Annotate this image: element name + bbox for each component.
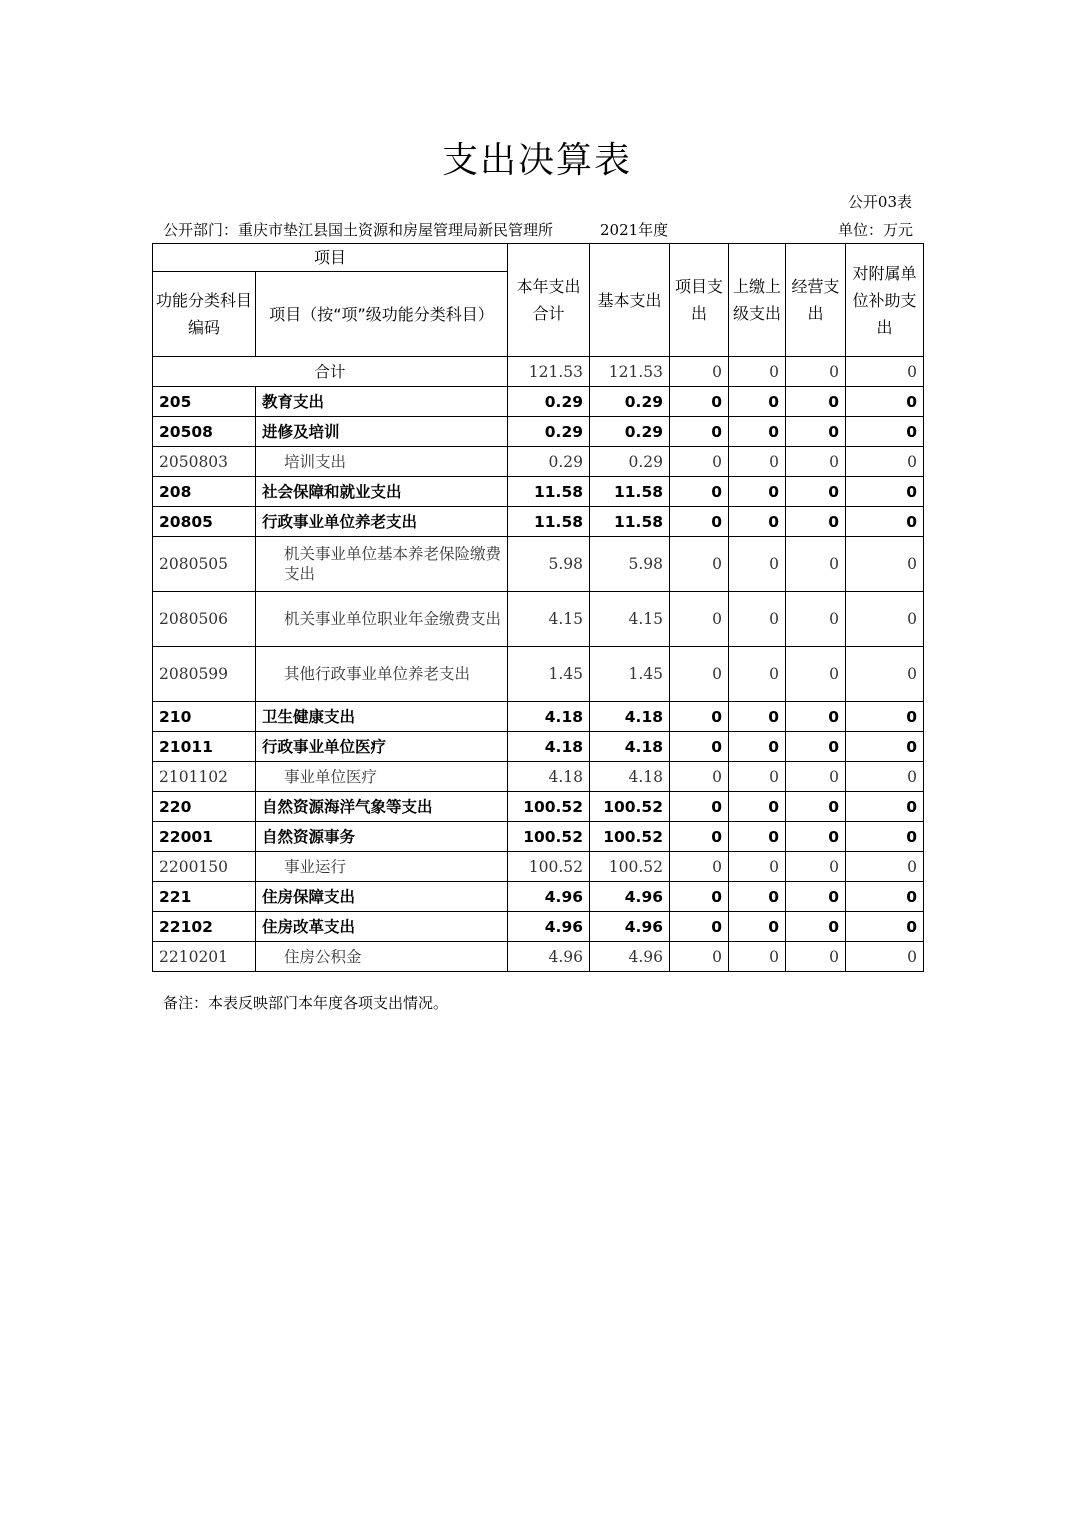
header-name: 项目（按“项”级功能分类科目） [256,272,508,357]
total-label: 合计 [153,357,508,387]
row-value: 4.15 [508,592,590,647]
row-value: 0 [786,702,846,732]
row-value: 0 [729,792,786,822]
table-row [153,792,924,822]
row-value: 0 [729,507,786,537]
row-name: 自然资源海洋气象等支出 [256,792,508,822]
row-value: 0 [670,822,729,852]
row-value: 11.58 [508,477,590,507]
form-number: 公开03表 [847,193,912,211]
row-code: 2210201 [153,942,256,972]
row-value: 0.29 [508,387,590,417]
row-value: 0 [729,647,786,702]
table-row [153,852,924,882]
row-value: 0.29 [508,447,590,477]
table-row [153,882,924,912]
row-value: 4.18 [590,732,670,762]
row-value: 4.96 [590,912,670,942]
row-value: 0 [846,822,924,852]
row-value: 4.18 [508,702,590,732]
row-name: 培训支出 [256,447,508,477]
row-value: 0 [846,447,924,477]
row-value: 0 [670,702,729,732]
row-value: 0 [670,647,729,702]
row-code: 220 [153,792,256,822]
row-code: 221 [153,882,256,912]
row-value: 0 [846,792,924,822]
header-basic: 基本支出 [590,244,670,357]
row-value: 0 [729,702,786,732]
row-value: 0 [786,387,846,417]
row-value: 0 [846,762,924,792]
row-name: 其他行政事业单位养老支出 [256,647,508,702]
row-value: 0 [670,762,729,792]
row-value: 4.15 [590,592,670,647]
row-value: 4.96 [508,942,590,972]
header-project: 项目支出 [670,244,729,357]
row-value: 0 [846,912,924,942]
row-value: 4.18 [590,762,670,792]
total-value: 0 [670,357,729,387]
row-name: 行政事业单位医疗 [256,732,508,762]
table-row [153,477,924,507]
row-value: 0 [846,387,924,417]
row-value: 1.45 [508,647,590,702]
table-row [153,732,924,762]
row-name: 行政事业单位养老支出 [256,507,508,537]
row-value: 100.52 [508,852,590,882]
row-value: 0 [670,942,729,972]
row-value: 0 [846,882,924,912]
table-row [153,447,924,477]
row-value: 0 [846,592,924,647]
row-value: 100.52 [590,792,670,822]
header-total: 本年支出合计 [508,244,590,357]
footnote: 备注：本表反映部门本年度各项支出情况。 [163,994,449,1012]
table-row [153,762,924,792]
row-name: 住房改革支出 [256,912,508,942]
row-value: 0 [786,942,846,972]
row-name: 机关事业单位职业年金缴费支出 [256,592,508,647]
row-value: 0 [846,942,924,972]
row-value: 0 [786,507,846,537]
table-row [153,912,924,942]
row-name: 机关事业单位基本养老保险缴费支出 [256,537,508,592]
total-value: 0 [846,357,924,387]
row-code: 2050803 [153,447,256,477]
row-name: 自然资源事务 [256,822,508,852]
row-value: 4.96 [590,882,670,912]
table-row [153,507,924,537]
row-code: 2080599 [153,647,256,702]
row-value: 0 [670,912,729,942]
total-value: 121.53 [590,357,670,387]
row-value: 0 [670,882,729,912]
row-value: 4.96 [508,912,590,942]
row-value: 4.96 [508,882,590,912]
row-value: 0 [786,477,846,507]
row-value: 1.45 [590,647,670,702]
row-value: 0 [846,852,924,882]
row-value: 0 [670,417,729,447]
row-value: 5.98 [508,537,590,592]
row-value: 0 [846,417,924,447]
row-value: 0 [729,912,786,942]
table-row [153,417,924,447]
row-value: 0 [846,702,924,732]
total-row [153,357,924,387]
total-value: 121.53 [508,357,590,387]
row-code: 20508 [153,417,256,447]
row-value: 0 [786,647,846,702]
row-value: 0 [729,387,786,417]
row-code: 2080506 [153,592,256,647]
row-name: 住房公积金 [256,942,508,972]
row-code: 22001 [153,822,256,852]
row-value: 100.52 [508,822,590,852]
header-business: 经营支出 [786,244,846,357]
row-value: 0 [846,537,924,592]
header-subsidy: 对附属单位补助支出 [846,244,924,357]
row-value: 11.58 [590,507,670,537]
row-value: 0 [729,417,786,447]
row-value: 0.29 [590,417,670,447]
row-value: 0 [786,447,846,477]
row-value: 0 [846,732,924,762]
row-value: 0 [729,882,786,912]
table-row [153,942,924,972]
row-code: 208 [153,477,256,507]
row-value: 0 [786,822,846,852]
department-label: 公开部门：重庆市垫江县国土资源和房屋管理局新民管理所 [163,221,554,239]
row-value: 0 [846,507,924,537]
row-code: 21011 [153,732,256,762]
table-body [153,357,924,972]
table-row [153,647,924,702]
row-name: 社会保障和就业支出 [256,477,508,507]
row-value: 4.18 [508,762,590,792]
row-value: 0 [670,507,729,537]
table-row [153,592,924,647]
row-value: 0 [786,537,846,592]
row-code: 205 [153,387,256,417]
row-value: 100.52 [590,852,670,882]
row-name: 事业单位医疗 [256,762,508,792]
row-value: 0 [670,537,729,592]
row-value: 0 [670,852,729,882]
row-value: 0 [729,592,786,647]
row-value: 5.98 [590,537,670,592]
row-value: 4.18 [508,732,590,762]
row-value: 0.29 [508,417,590,447]
meta-line [163,219,913,239]
row-value: 100.52 [590,822,670,852]
row-value: 0 [846,647,924,702]
total-value: 0 [729,357,786,387]
row-value: 0 [729,942,786,972]
row-value: 0.29 [590,387,670,417]
row-value: 4.18 [590,702,670,732]
row-value: 0 [729,537,786,592]
row-code: 2101102 [153,762,256,792]
row-code: 2080505 [153,537,256,592]
row-value: 0 [729,477,786,507]
row-code: 20805 [153,507,256,537]
row-value: 0 [670,387,729,417]
total-value: 0 [786,357,846,387]
row-value: 0 [729,762,786,792]
unit-label: 单位：万元 [837,221,913,239]
row-value: 0 [729,852,786,882]
row-value: 0 [786,852,846,882]
row-name: 卫生健康支出 [256,702,508,732]
table-row [153,822,924,852]
row-value: 0 [670,732,729,762]
table-row [153,537,924,592]
row-value: 0 [729,732,786,762]
row-value: 100.52 [508,792,590,822]
row-value: 0 [786,417,846,447]
row-code: 2200150 [153,852,256,882]
row-name: 事业运行 [256,852,508,882]
header-code: 功能分类科目编码 [153,272,256,357]
header-group: 项目 [153,244,508,272]
row-value: 0 [670,792,729,822]
row-value: 11.58 [590,477,670,507]
row-value: 0 [786,912,846,942]
row-name: 教育支出 [256,387,508,417]
row-value: 0 [786,792,846,822]
row-value: 0 [786,882,846,912]
row-value: 0 [786,732,846,762]
table-row [153,387,924,417]
row-value: 0 [670,477,729,507]
row-value: 0 [670,592,729,647]
row-value: 4.96 [590,942,670,972]
year-label: 2021年度 [600,221,669,239]
row-name: 进修及培训 [256,417,508,447]
row-value: 0 [846,477,924,507]
row-name: 住房保障支出 [256,882,508,912]
row-value: 0 [786,592,846,647]
row-value: 11.58 [508,507,590,537]
table-row [153,702,924,732]
row-value: 0.29 [590,447,670,477]
row-value: 0 [786,762,846,792]
row-value: 0 [729,447,786,477]
row-code: 210 [153,702,256,732]
header-upper: 上缴上级支出 [729,244,786,357]
row-value: 0 [729,822,786,852]
row-value: 0 [670,447,729,477]
expenditure-table [152,243,924,972]
page-title: 支出决算表 [441,140,632,181]
row-code: 22102 [153,912,256,942]
